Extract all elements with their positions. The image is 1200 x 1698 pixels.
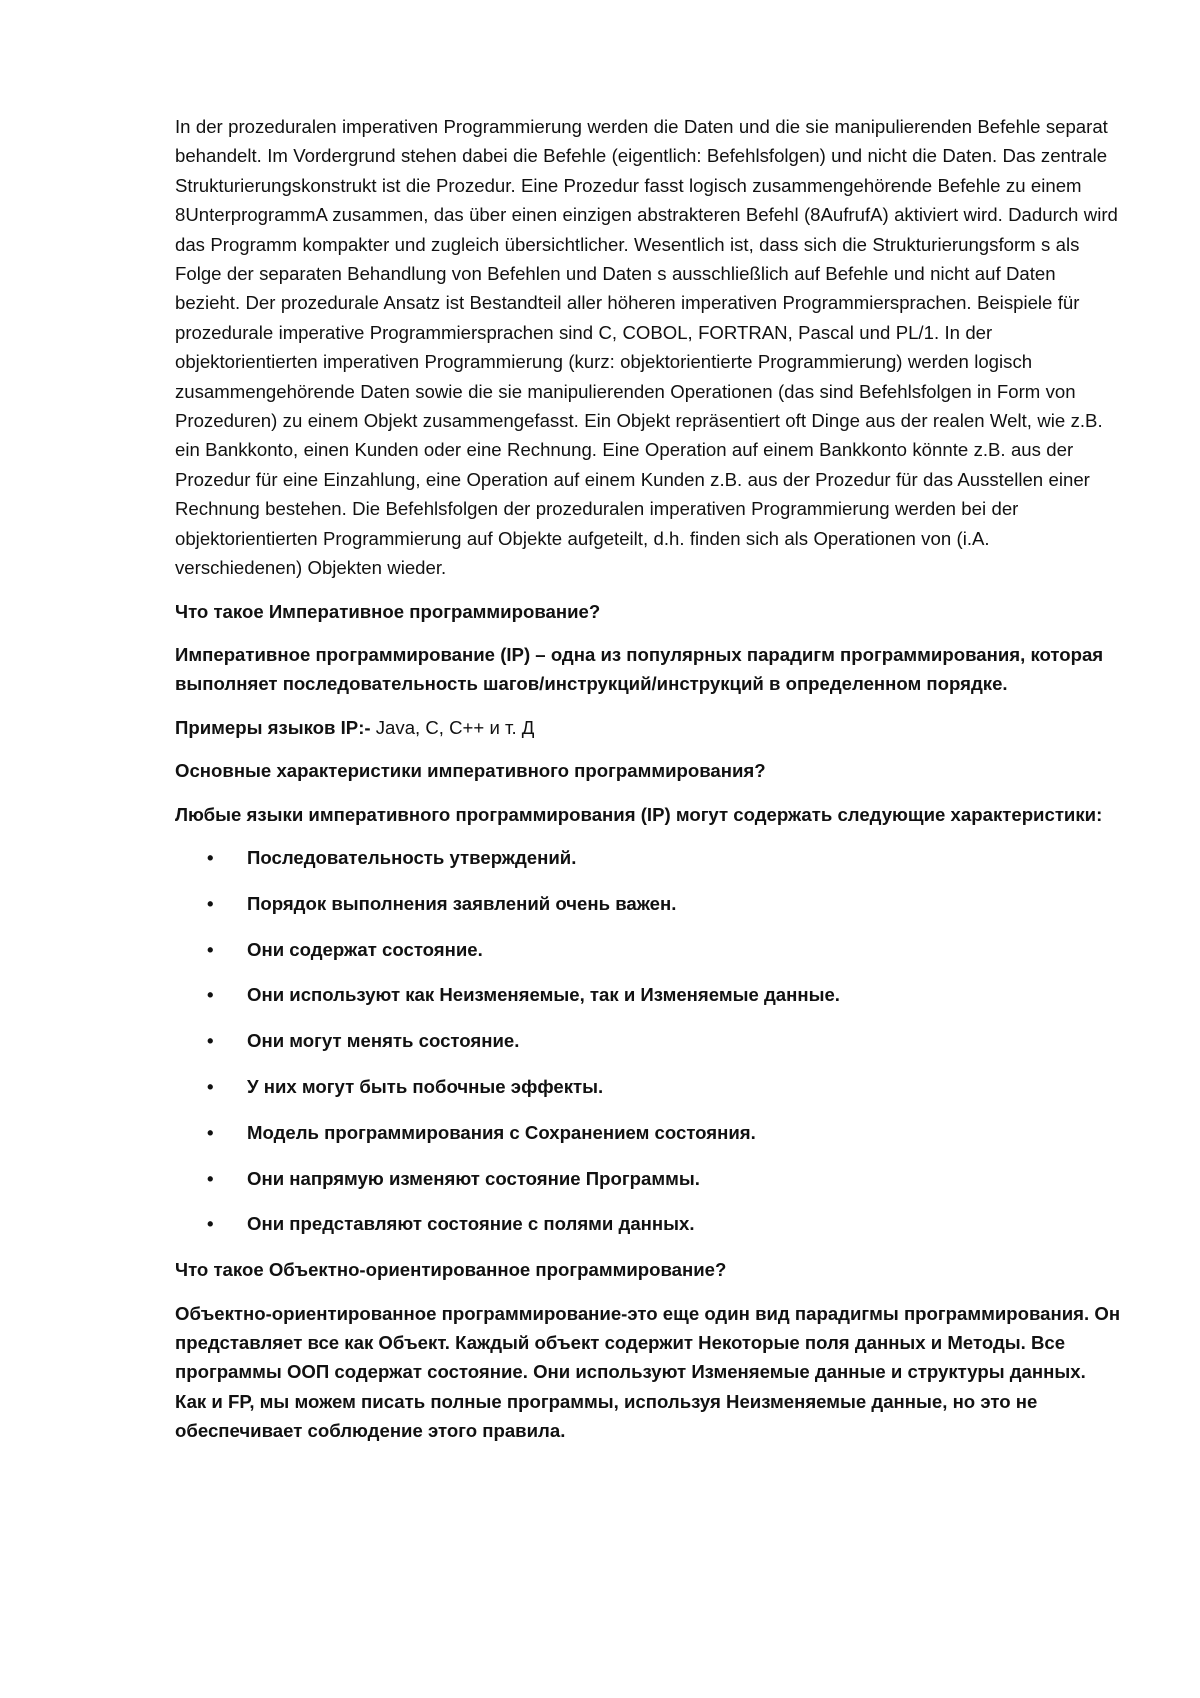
list-item — [175, 980, 1122, 1009]
oop-definition: Объектно-ориентированное программирование-это еще один вид парадигмы программирования. Он представляет все как Объект. Каждый объект содержит Некоторые поля данных и Методы. Все программы ООП содержат состояние. Они используют Изменяемые данные и структуры данных. Как и FP, мы можем писать полные программы, используя Неизменяемые данные, но это не обеспечивает соблюдение этого правила. — [175, 1302, 1121, 1442]
list-item — [175, 1164, 1122, 1193]
list-item — [175, 1118, 1122, 1147]
list-item-text: Они могут менять состояние. — [247, 1030, 520, 1052]
heading-imperative: Что такое Императивное программирование? — [175, 600, 601, 622]
list-item-text: Порядок выполнения заявлений очень важен. — [247, 892, 677, 914]
list-item-text: Они напрямую изменяют состояние Программы. — [247, 1167, 700, 1189]
list-item — [175, 889, 1122, 918]
list-item — [175, 935, 1122, 964]
examples-line — [175, 713, 1122, 742]
characteristics-list — [175, 843, 1122, 1239]
bullet-icon: • — [207, 938, 214, 960]
list-item-text: У них могут быть побочные эффекты. — [247, 1075, 604, 1097]
list-item — [175, 1072, 1122, 1101]
list-item-text: Последовательность утверждений. — [247, 846, 577, 868]
bullet-icon: • — [207, 846, 214, 868]
bullet-icon: • — [207, 1213, 214, 1235]
imperative-definition: Императивное программирование (IP) – одна из популярных парадигм программирования, которая выполняет последовательность шагов/инструкций/инструкций в определенном порядке. — [175, 643, 1104, 695]
bullet-icon: • — [207, 1121, 214, 1143]
list-item-text: Они используют как Неизменяемые, так и Изменяемые данные. — [247, 984, 840, 1006]
heading-characteristics: Основные характеристики императивного программирования? — [175, 760, 766, 782]
bullet-icon: • — [207, 1167, 214, 1189]
examples-label: Примеры языков IP:- — [175, 716, 371, 738]
list-item — [175, 843, 1122, 872]
characteristics-intro: Любые языки императивного программирования (IP) могут содержать следующие характеристики: — [175, 803, 1103, 825]
list-item-text: Модель программирования с Сохранением состояния. — [247, 1121, 756, 1143]
heading-oop: Что такое Объектно-ориентированное программирование? — [175, 1259, 727, 1281]
examples-value: Java, C, C++ и т. Д — [370, 716, 535, 738]
list-item-text: Они содержат состояние. — [247, 938, 483, 960]
bullet-icon: • — [207, 1030, 214, 1052]
bullet-icon: • — [207, 892, 214, 914]
intro-paragraph: In der prozeduralen imperativen Programmierung werden die Daten und die sie manipulierenden Befehle separat behandelt. Im Vordergrund stehen dabei die Befehle (eigentlich: Befehlsfolgen) und nicht die Daten. Das zentrale Strukturierungskonstrukt ist die Prozedur. Eine Prozedur fasst logisch zusammengehörende Befehle zu einem 8UnterprogrammA zusammen, das über einen einzigen abstrakteren Befehl (8AufrufA) aktiviert wird. Dadurch wird das Programm kompakter und zugleich übersichtlicher. Wesentlich ist, dass sich die Strukturierungsform s als Folge der separaten Behandlung von Befehlen und Daten s ausschließlich auf Befehle und nicht auf Daten bezieht. Der prozedurale Ansatz ist Bestandteil aller höheren imperativen Programmiersprachen. Beispiele für prozedurale imperative Programmiersprachen sind C, COBOL, FORTRAN, Pascal und PL/1. In der objektorientierten imperativen Programmierung (kurz: objektorientierte Programmierung) werden logisch zusammengehörende Daten sowie die sie manipulierenden Operationen (das sind Befehlsfolgen in Form von Prozeduren) zu einem Objekt zusammengefasst. Ein Objekt repräsentiert oft Dinge aus der realen Welt, wie z.B. ein Bankkonto, einen Kunden oder eine Rechnung. Eine Operation auf einem Bankkonto könnte z.B. aus der Prozedur für eine Einzahlung, eine Operation auf einem Kunden z.B. aus der Prozedur für das Ausstellen einer Rechnung bestehen. Die Befehlsfolgen der prozeduralen imperativen Programmierung werden bei der objektorientierten Programmierung auf Objekte aufgeteilt, d.h. finden sich als Operationen von (i.A. verschiedenen) Objekten wieder. — [175, 116, 1118, 579]
list-item-text: Они представляют состояние с полями данных. — [247, 1213, 695, 1235]
list-item — [175, 1026, 1122, 1055]
bullet-icon: • — [207, 984, 214, 1006]
bullet-icon: • — [207, 1075, 214, 1097]
list-item — [175, 1209, 1122, 1238]
